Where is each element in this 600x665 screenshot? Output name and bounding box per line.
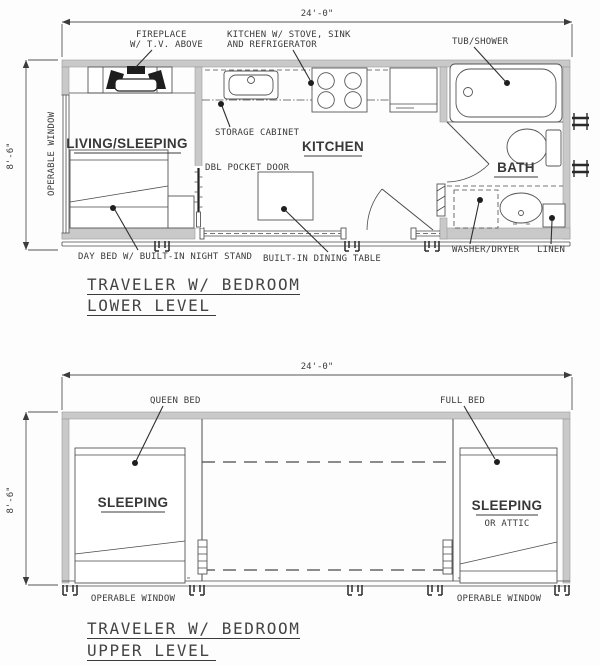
operable-window-label-bottom-left: OPERABLE WINDOW [90, 594, 176, 604]
window-foot-symbol [348, 585, 362, 595]
lower-title-line1: TRAVELER W/ BEDROOM [87, 275, 301, 294]
lower-height-label: 8'-6" [6, 142, 16, 170]
lower-plan [6, 9, 589, 316]
left-window-symbol [62, 95, 70, 233]
or-attic-label: OR ATTIC [484, 519, 530, 529]
window-foot-symbol [555, 585, 569, 595]
upper-height-label: 8'-6" [6, 486, 16, 514]
window-foot-symbol [63, 585, 77, 595]
lower-bottom-wall-bath [440, 228, 570, 239]
lower-width-label: 24'-0" [300, 9, 334, 19]
stove-symbol [312, 68, 367, 112]
kitchen-room-label: KITCHEN [301, 139, 365, 154]
upper-title-line2: UPPER LEVEL [87, 641, 211, 660]
fireplace-label-line1: FIREPLACE [136, 30, 187, 40]
upper-width-label: 24'-0" [300, 362, 334, 372]
pocket-door-label: DBL POCKET DOOR [205, 163, 290, 173]
lower-title-line2: LOWER LEVEL [87, 296, 211, 315]
queen-bed-symbol [75, 448, 185, 583]
kitchen-callout-line1: KITCHEN W/ STOVE, SINK [227, 30, 351, 40]
storage-leader [222, 106, 230, 127]
exterior-step-symbol [572, 160, 589, 177]
living-sleeping-label: LIVING/SLEEPING [66, 136, 188, 151]
bath-lower-wall-stub [440, 218, 447, 239]
entry-door-symbol [367, 189, 433, 230]
linen-cabinet-symbol [543, 204, 565, 227]
linen-label: LINEN [537, 245, 566, 255]
upper-top-wall [62, 412, 570, 419]
upper-right-wall [563, 419, 570, 583]
fireplace-symbol [69, 66, 195, 93]
vanity-sink-symbol [500, 193, 542, 224]
storage-cabinet-label: STORAGE CABINET [215, 128, 300, 138]
tub-shower-label: TUB/SHOWER [452, 37, 509, 47]
queen-bed-label: QUEEN BED [150, 396, 201, 406]
kitchen-window-symbol [200, 228, 440, 239]
fireplace-label-line2: W/ T.V. ABOVE [130, 40, 204, 50]
refrigerator-symbol [390, 68, 437, 112]
dining-table-label: BUILT-IN DINING TABLE [263, 254, 381, 264]
washer-dryer-label: WASHER/DRYER [452, 245, 520, 255]
upper-plan [6, 362, 572, 661]
full-bed-label: FULL BED [440, 396, 485, 406]
night-stand-symbol [168, 196, 194, 228]
upper-title-line1: TRAVELER W/ BEDROOM [87, 619, 301, 638]
kitchen-sink-symbol [224, 71, 278, 99]
kitchen-callout-line2: AND REFRIGERATOR [227, 40, 317, 50]
upper-height-dimension [6, 412, 58, 585]
operable-window-label-left: OPERABLE WINDOW [47, 111, 57, 196]
washer-dryer-symbol [454, 190, 498, 228]
exterior-step-symbol [572, 113, 589, 130]
pocket-door-symbol [194, 166, 203, 228]
tub-symbol [447, 64, 563, 122]
ladder-symbol [443, 540, 452, 574]
window-foot-symbol [428, 585, 442, 595]
upper-left-wall [62, 419, 69, 583]
ladder-symbol [198, 540, 207, 574]
bath-room-label: BATH [497, 160, 535, 175]
operable-window-label-bottom-right: OPERABLE WINDOW [456, 594, 542, 604]
sleeping-left-label: SLEEPING [97, 495, 169, 510]
upper-width-dimension [62, 362, 572, 410]
dining-table-symbol [258, 172, 313, 220]
sleeping-right-label: SLEEPING [471, 498, 543, 513]
day-bed-label: DAY BED W/ BUILT-IN NIGHT STAND [78, 252, 253, 262]
kitchen-bath-wall [440, 67, 447, 122]
window-foot-symbol [190, 585, 204, 595]
